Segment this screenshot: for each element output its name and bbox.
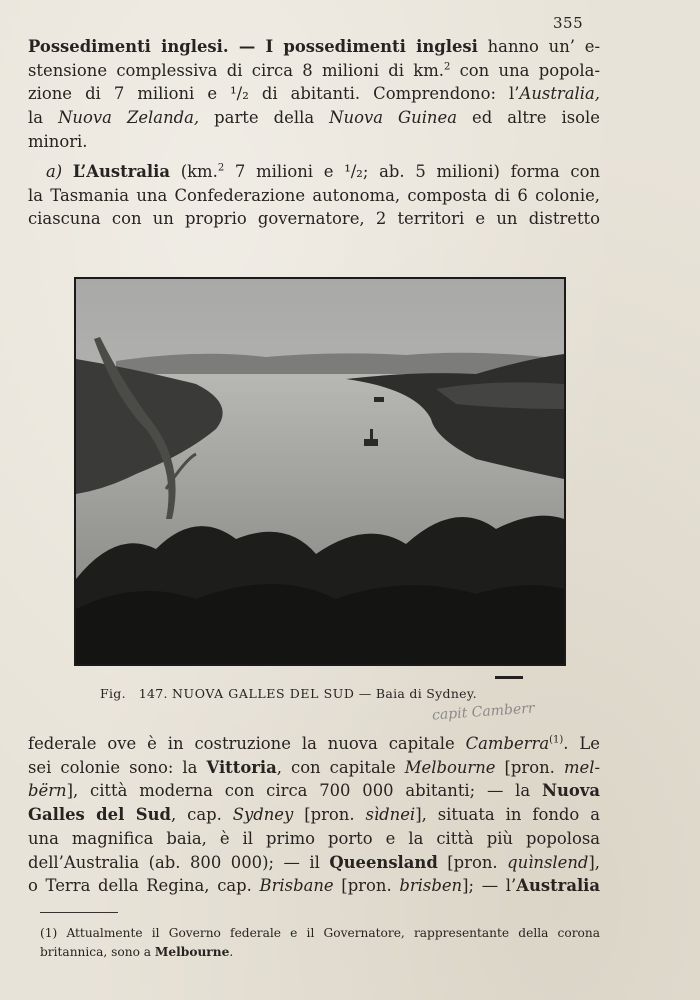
paragraph-australia xyxy=(28,160,600,231)
footnote xyxy=(40,924,600,962)
text-line: sei colonie sono: la Vittoria, con capitale Melbourne [pron. mel- xyxy=(28,757,600,777)
text-line: o Terra della Regina, cap. Brisbane [pron. brisben]; — l’Australia xyxy=(28,876,601,896)
text-line: Galles del Sud, cap. Sydney [pron. sìdnei], situata in fondo a xyxy=(28,805,600,825)
text-line: federale ove è in costruzione la nuova capitale Camberra$^{(1)}$. Le xyxy=(28,734,600,753)
text-line: bërn], città moderna con circa 700 000 abitanti; — la Nuova xyxy=(28,781,600,801)
text-line: (1) Attualmente il Governo federale e il Governatore, rappresentante della corona xyxy=(40,926,600,940)
text-line: Possedimenti inglesi. — I possedimenti inglesi hanno un’ e- xyxy=(28,37,601,56)
handwritten-margin-note: capit Camberr xyxy=(431,700,536,724)
text-line: a) L’Australia (km.$^2$ 7 milioni e ¹/₂; ab. 5 milioni) forma con xyxy=(46,162,601,181)
list-marker: a) xyxy=(46,162,63,181)
text-line: la Tasmania una Confederazione autonoma, composta di 6 colonie, xyxy=(28,185,600,205)
text-line: ciascuna con un proprio governatore, 2 territori e un distretto xyxy=(28,209,600,229)
text-line: una magnifica baia, è il primo porto e la città più popolosa xyxy=(28,828,600,848)
footnote-marker: (1) xyxy=(40,926,58,940)
text-line: minori. xyxy=(28,131,88,151)
footnote-divider xyxy=(40,912,118,913)
figure-caption: Fig. 147. NUOVA GALLES DEL SUD — Baia di Sydney. xyxy=(100,686,477,701)
page-number: 355 xyxy=(553,14,584,32)
text-line: dell’Australia (ab. 800 000); — il Queensland [pron. quìnslend], xyxy=(28,852,600,872)
decorative-rule xyxy=(495,676,523,679)
photograph-sydney-bay xyxy=(74,277,566,666)
text-line: stensione complessiva di circa 8 milioni di km.$^2$ con una popola- xyxy=(28,60,600,80)
paragraph-possedimenti xyxy=(28,35,600,154)
text-line: zione di 7 milioni e ¹/₂ di abitanti. Comprendono: l’Australia, xyxy=(28,84,600,104)
text-line: britannica, sono a Melbourne. xyxy=(40,945,234,959)
footnote-reference: (1) xyxy=(549,734,564,746)
section-heading: Possedimenti inglesi. xyxy=(28,37,229,56)
text-line: la Nuova Zelanda, parte della Nuova Guinea ed altre isole xyxy=(28,108,600,128)
paragraph-colonie xyxy=(28,732,600,898)
